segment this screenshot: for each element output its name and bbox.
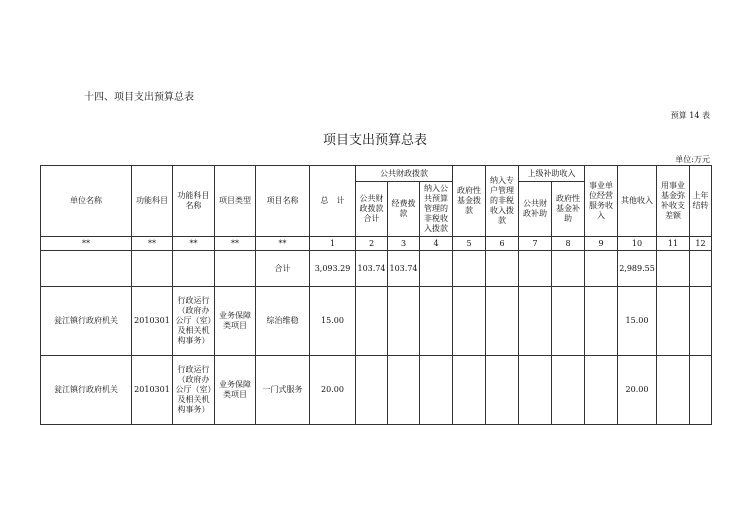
header-row-top: [41, 166, 712, 182]
func-code-cell: 2010301: [132, 356, 173, 425]
index-cell: 11: [657, 237, 690, 251]
header-public-finance: 公共财政拨款: [356, 166, 453, 182]
section-title: 十四、项目支出预算总表: [84, 92, 194, 103]
project-name-cell: 综治维稳: [256, 287, 310, 356]
index-cell: 6: [486, 237, 519, 251]
index-row: [41, 237, 712, 251]
header-last-year: 上年结转: [690, 166, 712, 237]
index-cell: 1: [310, 237, 356, 251]
header-other-income: 其他收入: [618, 166, 657, 237]
unit-name-cell: 瓮江镇行政府机关: [41, 356, 132, 425]
index-cell: 2: [356, 237, 388, 251]
header-func-name: 功能科目名称: [173, 166, 215, 237]
index-cell: **: [41, 237, 132, 251]
header-pf-total: 公共财政拨款合计: [356, 182, 388, 237]
index-cell: 5: [453, 237, 486, 251]
index-cell: **: [173, 237, 215, 251]
header-func-code: 功能科目: [132, 166, 173, 237]
total-cell: 20.00: [310, 356, 356, 425]
other-income-cell: 20.00: [618, 356, 657, 425]
header-business-income: 事业单位经营服务收入: [585, 166, 618, 237]
page-title: 项目支出预算总表: [322, 133, 427, 148]
index-cell: 4: [420, 237, 453, 251]
header-gov-fund: 政府性基金拨款: [453, 166, 486, 237]
total-pf-total: 103.74: [356, 251, 388, 287]
header-fund-offset: 用事业基金弥补收支差额: [657, 166, 690, 237]
header-special-nontax: 纳入专户管理的非税收入拨款: [486, 166, 519, 237]
index-cell: 10: [618, 237, 657, 251]
header-project-name: 项目名称: [256, 166, 310, 237]
index-cell: 9: [585, 237, 618, 251]
index-cell: 12: [690, 237, 712, 251]
func-code-cell: 2010301: [132, 287, 173, 356]
total-label: 合计: [256, 251, 310, 287]
func-name-cell: 行政运行（政府办公厅（室）及相关机构事务）: [173, 356, 215, 425]
index-cell: 3: [388, 237, 420, 251]
index-cell: 8: [552, 237, 585, 251]
form-number: 预算 14 表: [670, 111, 710, 120]
table-row: [41, 356, 712, 425]
total-other-income: 2,989.55: [618, 251, 657, 287]
budget-table: [40, 165, 712, 425]
total-amount: 3,093.29: [310, 251, 356, 287]
header-unit-name: 单位名称: [41, 166, 132, 237]
project-type-cell: 业务保障类项目: [215, 356, 256, 425]
header-project-type: 项目类型: [215, 166, 256, 237]
index-cell: 7: [519, 237, 552, 251]
table-row: [41, 287, 712, 356]
project-name-cell: 一门式服务: [256, 356, 310, 425]
other-income-cell: 15.00: [618, 287, 657, 356]
header-pf-funding: 经费拨款: [388, 182, 420, 237]
header-upper-subsidy: 上级补助收入: [519, 166, 585, 182]
header-us-public: 公共财政补助: [519, 182, 552, 237]
unit-name-cell: 瓮江镇行政府机关: [41, 287, 132, 356]
header-us-gov-fund: 政府性基金补助: [552, 182, 585, 237]
project-type-cell: 业务保障类项目: [215, 287, 256, 356]
total-pf-funding: 103.74: [388, 251, 420, 287]
index-cell: **: [256, 237, 310, 251]
unit-label: 单位:万元: [675, 155, 710, 164]
index-cell: **: [132, 237, 173, 251]
header-total: 总 计: [310, 166, 356, 237]
index-cell: **: [215, 237, 256, 251]
func-name-cell: 行政运行（政府办公厅（室）及相关机构事务）: [173, 287, 215, 356]
total-cell: 15.00: [310, 287, 356, 356]
header-pf-nontax: 纳入公共预算管理的非税收入拨款: [420, 182, 453, 237]
total-row: [41, 251, 712, 287]
